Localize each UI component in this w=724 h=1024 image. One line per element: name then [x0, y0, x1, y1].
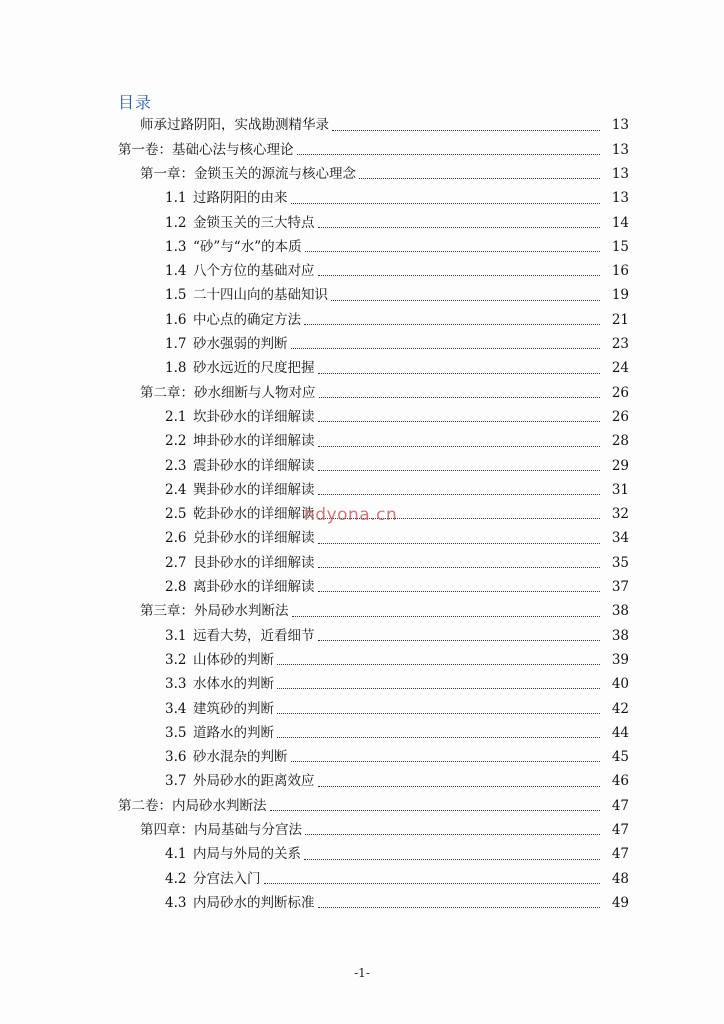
toc-entry[interactable] [0, 260, 629, 284]
toc-entry-number: 4.3 [165, 894, 187, 911]
toc-entry[interactable] [0, 746, 629, 770]
toc-entry-number: 4.2 [165, 870, 187, 887]
toc-entry-page: 37 [611, 579, 629, 596]
toc-entry-page: 32 [611, 506, 629, 523]
toc-entry[interactable] [0, 576, 629, 600]
watermark: hdyona.cn [304, 505, 398, 525]
toc-entry[interactable] [0, 819, 629, 843]
toc-entry-text: 第四章：内局基础与分宫法 [140, 822, 302, 838]
toc-entry-page: 13 [611, 165, 629, 182]
dot-leader [291, 348, 601, 349]
toc-entry-label [165, 289, 328, 303]
dot-leader [277, 737, 600, 738]
toc-entry-text: 巽卦砂水的详细解读 [193, 481, 315, 498]
toc-entry-number: 3.4 [165, 700, 187, 717]
toc-entry-page: 13 [611, 141, 629, 158]
toc-entry-number: 2.4 [165, 481, 187, 498]
toc-entry-page: 34 [611, 530, 629, 547]
toc-entry-text: 砂水混杂的判断 [193, 749, 288, 766]
toc-entry-number: 2.1 [165, 408, 187, 425]
toc-entry-page: 38 [611, 603, 629, 620]
toc-entry-text: 第一卷：基础心法与核心理论 [118, 141, 294, 158]
toc-entry-text: 离卦砂水的详细解读 [193, 579, 315, 596]
toc-entry-label [165, 848, 301, 862]
toc-entry[interactable] [0, 235, 629, 259]
toc-entry-number: 1.3 [165, 238, 187, 255]
dot-leader [318, 786, 601, 787]
toc-entry-label [165, 238, 302, 255]
toc-entry-text: 分宫法入门 [193, 870, 261, 887]
toc-entry[interactable] [0, 357, 629, 381]
toc-entry-text: 金锁玉关的三大特点 [193, 214, 315, 231]
toc-entry-text: 内局砂水的判断标准 [193, 894, 315, 911]
toc-entry-text: 第一章：金锁玉关的源流与核心理念 [140, 165, 356, 182]
toc-entry-number: 1.2 [165, 214, 187, 231]
toc-entry-label [165, 311, 301, 328]
toc-entry[interactable] [0, 867, 629, 891]
toc-entry-page: 48 [611, 870, 629, 887]
toc-entry-text: 艮卦砂水的详细解读 [193, 554, 315, 571]
toc-entry-page: 13 [611, 190, 629, 207]
toc-entry-label [165, 338, 288, 352]
toc-entry-label [165, 508, 315, 522]
toc-entry-label [140, 824, 302, 838]
toc-entry-page: 13 [611, 117, 629, 134]
dot-leader [277, 688, 600, 689]
toc-entry[interactable] [0, 406, 629, 430]
toc-entry-text: 道路水的判断 [193, 724, 274, 741]
toc-entry-page: 44 [611, 724, 629, 741]
dot-leader [318, 567, 601, 568]
toc-entry-page: 47 [611, 797, 629, 814]
toc-title: 目录 [118, 93, 153, 112]
toc-entry-page: 47 [611, 846, 629, 863]
toc-entry-number: 4.1 [165, 846, 187, 863]
toc-entry-page: 47 [611, 822, 629, 838]
toc-entry-number: 2.6 [165, 530, 187, 547]
toc-entry-page: 15 [611, 238, 629, 255]
toc-entry[interactable] [0, 211, 629, 235]
toc-entry-page: 45 [611, 749, 629, 766]
toc-entry-text: 中心点的确定方法 [193, 311, 301, 328]
dot-leader [318, 470, 601, 471]
toc-entry-number: 1.7 [165, 336, 187, 353]
toc-entry-label [140, 165, 356, 182]
toc-entry-number: 3.6 [165, 749, 187, 766]
toc-entry[interactable] [0, 697, 629, 721]
toc-entry-text: 坎卦砂水的详细解读 [193, 408, 315, 425]
toc-entry-number: 2.3 [165, 457, 187, 474]
toc-entry-number: 1.1 [165, 190, 187, 207]
toc-entry-text: 震卦砂水的详细解读 [193, 457, 315, 474]
toc-entry-number: 2.8 [165, 579, 187, 596]
toc-entry-number: 3.3 [165, 676, 187, 693]
toc-entry[interactable] [0, 892, 629, 916]
toc-entry-label [165, 554, 315, 571]
toc-entry-text: 水体水的判断 [193, 676, 274, 693]
dot-leader [318, 591, 601, 592]
dot-leader [318, 373, 601, 374]
dot-leader [297, 154, 601, 155]
toc-entry-text: 二十四山向的基础知识 [193, 287, 328, 304]
toc-entry-label [118, 797, 267, 814]
toc-entry-label [165, 214, 315, 231]
toc-entry-page: 26 [611, 384, 629, 401]
toc-entry-label [165, 775, 315, 789]
toc-entry-number: 3.7 [165, 773, 187, 790]
dot-leader [332, 130, 600, 131]
toc-entry[interactable] [0, 794, 629, 818]
toc-entry[interactable] [0, 284, 629, 308]
dot-leader [291, 203, 601, 204]
dot-leader [318, 494, 601, 495]
toc-entry[interactable] [0, 308, 629, 332]
toc-entry[interactable] [0, 770, 629, 794]
toc-entry[interactable] [0, 600, 629, 624]
dot-leader [318, 640, 601, 641]
toc-entry-label [165, 581, 315, 595]
toc-entry-text: 砂水强弱的判断 [193, 336, 288, 353]
toc-entry-label [140, 605, 289, 619]
toc-entry-page: 40 [611, 676, 629, 693]
toc-entry-page: 19 [611, 287, 629, 304]
toc-entry-page: 16 [611, 263, 629, 280]
dot-leader [318, 907, 601, 908]
toc-entry[interactable] [0, 381, 629, 405]
toc-entry-label [140, 119, 329, 133]
toc-entry-label [165, 435, 315, 449]
toc-entry[interactable] [0, 673, 629, 697]
toc-entry-label [165, 870, 261, 887]
dot-leader [318, 227, 601, 228]
toc-entry-page: 29 [611, 457, 629, 474]
toc-entry-page: 39 [611, 651, 629, 668]
toc-entry-label [165, 481, 315, 498]
toc-entry-text: 第二卷：内局砂水判断法 [118, 797, 267, 814]
toc-entry-label [140, 384, 316, 401]
toc-entry-page: 24 [611, 360, 629, 377]
toc-entry[interactable] [0, 527, 629, 551]
toc-entry-text: 乾卦砂水的详细解读 [193, 506, 315, 523]
toc-entry-label [165, 362, 315, 376]
toc-entry[interactable] [0, 649, 629, 673]
toc-entry-number: 1.4 [165, 263, 187, 280]
toc-entry-page: 49 [611, 894, 629, 911]
toc-entry-number: 3.1 [165, 627, 187, 644]
toc-entry-label [165, 627, 315, 644]
toc-entry-label [165, 894, 315, 911]
dot-leader [305, 251, 600, 252]
toc-entry[interactable] [0, 551, 629, 575]
dot-leader [318, 446, 601, 447]
dot-leader [318, 543, 601, 544]
toc-entry-page: 28 [611, 433, 629, 450]
toc-entry-text: 外局砂水的距离效应 [193, 773, 315, 790]
toc-entry-text: “砂”与“水”的本质 [193, 238, 302, 255]
toc-entry[interactable] [0, 478, 629, 502]
toc-entry-label [165, 532, 315, 546]
toc-entry-page: 23 [611, 336, 629, 353]
toc-entry-text: 山体砂的判断 [193, 651, 274, 668]
toc-entry-page: 35 [611, 554, 629, 571]
toc-entry-text: 第三章：外局砂水判断法 [140, 603, 289, 620]
dot-leader [319, 397, 601, 398]
toc-entry-page: 46 [611, 773, 629, 790]
toc-entry-label [165, 678, 274, 692]
toc-entry-text: 建筑砂的判断 [193, 700, 274, 717]
dot-leader [331, 300, 600, 301]
dot-leader [277, 664, 600, 665]
toc-entry[interactable] [0, 163, 629, 187]
toc-entry-label [165, 724, 274, 741]
toc-entry[interactable] [0, 721, 629, 745]
toc-entry-text: 第二章：砂水细断与人物对应 [140, 384, 316, 401]
dot-leader [304, 859, 600, 860]
toc-entry-text: 远看大势，近看细节 [193, 627, 315, 644]
toc-entry-number: 1.8 [165, 360, 187, 377]
dot-leader [270, 810, 601, 811]
dot-leader [359, 178, 600, 179]
toc-entry[interactable] [0, 114, 629, 138]
toc-entry[interactable] [0, 187, 629, 211]
dot-leader [292, 616, 601, 617]
toc-entry-page: 31 [611, 481, 629, 498]
toc-entry[interactable] [0, 430, 629, 454]
toc-entry-label [165, 651, 274, 668]
toc-entry-number: 2.7 [165, 554, 187, 571]
toc-entry-label [165, 751, 288, 765]
toc-entry-label [165, 700, 274, 717]
toc-entry-label [118, 141, 294, 158]
toc-entry-page: 42 [611, 700, 629, 717]
dot-leader [318, 421, 601, 422]
toc-entry-number: 1.5 [165, 287, 187, 304]
toc-entry-page: 14 [611, 214, 629, 231]
toc-entry[interactable] [0, 138, 629, 162]
toc-entry[interactable] [0, 843, 629, 867]
toc-entry-page: 21 [611, 311, 629, 328]
toc-entry-text: 八个方位的基础对应 [193, 263, 315, 280]
toc-entry-text: 砂水远近的尺度把握 [193, 360, 315, 377]
toc-entry-text: 兑卦砂水的详细解读 [193, 530, 315, 547]
dot-leader [304, 324, 600, 325]
toc-entry-text: 内局与外局的关系 [193, 846, 301, 863]
toc-entry-text: 过路阴阳的由来 [193, 190, 288, 207]
dot-leader [318, 275, 601, 276]
toc-entry-label [165, 457, 315, 474]
toc-entry-number: 3.2 [165, 651, 187, 668]
toc-entry-page: 38 [611, 627, 629, 644]
toc-entry[interactable] [0, 333, 629, 357]
dot-leader [277, 713, 600, 714]
toc-entry-number: 3.5 [165, 724, 187, 741]
dot-leader [264, 883, 601, 884]
dot-leader [305, 834, 600, 835]
toc-entry[interactable] [0, 624, 629, 648]
toc-entry-text: 师承过路阴阳，实战勘测精华录 [140, 117, 329, 134]
toc-entry-number: 1.6 [165, 311, 187, 328]
toc-entry-page: 26 [611, 408, 629, 425]
toc-entry-label [165, 192, 288, 206]
toc-entry[interactable] [0, 454, 629, 478]
toc-entry-text: 坤卦砂水的详细解读 [193, 433, 315, 450]
toc-entry-number: 2.5 [165, 506, 187, 523]
dot-leader [291, 761, 601, 762]
toc-entry-number: 2.2 [165, 433, 187, 450]
toc-entry-label [165, 265, 315, 279]
toc-entry-label [165, 408, 315, 425]
page-number-footer: -1- [354, 966, 370, 980]
